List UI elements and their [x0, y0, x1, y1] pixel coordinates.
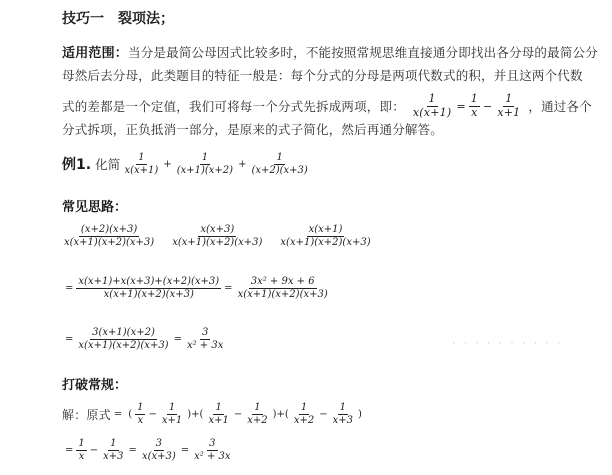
identity-term-1: $\frac{1}{x}$ [470, 91, 478, 119]
example-expression: $\frac{1}{x(x+1)}$ + $\frac{1}{(x+1)(x+2)}$ + $\frac{1}{(x+2)(x+3)}$ [124, 152, 308, 176]
scope-label: 适用范围： [62, 46, 129, 61]
sol-g3a: $\frac{1}{x+2}$ [293, 402, 315, 426]
sol-g1a: $\frac{1}{x}$ [137, 402, 144, 426]
sol-g1b: $\frac{1}{x+1}$ [161, 402, 183, 426]
sol2-b: $\frac{1}{x+3}$ [103, 438, 124, 462]
section-title: 技巧一 裂项法； [62, 11, 174, 27]
sol2-c: $\frac{3}{x(x+3)}$ [141, 438, 176, 462]
scope-line-2: 母然后去分母，此类题目的特征一般是：每个分式的分母是两项代数式的积，并且这两个代数 [62, 68, 583, 83]
scope-text-1: 当分是最简公母因式比较多时，不能按照常规思维直接通分即找出各分母的最简公分 [128, 45, 598, 60]
solution-line-1: 解：原式 = ( $\frac{1}{x}$ − $\frac{1}{x+1}$ )+( $\frac{1}{x+1}$ − $\frac{1}{x+2}$ )+( $\frac{1}{x+2}$ − $\frac{1}{x+3}$ ) [62, 402, 362, 426]
scope-line-1 [62, 42, 598, 61]
sol-g2a: $\frac{1}{x+1}$ [208, 402, 229, 426]
identity-lhs: $\frac{1}{x(x+1)}$ [412, 91, 452, 119]
sol2-d: $\frac{3}{\text{x² + 3x}}$ [194, 438, 231, 462]
breakthrough-label: 打破常规： [62, 378, 128, 393]
step3-frac: $\frac{3(x+1)(x+2)}{x(x+1)(x+2)(x+3)}$ [78, 327, 169, 351]
example-label: 例1. [62, 157, 92, 173]
solution-line-2: = $\frac{1}{x}$ − $\frac{1}{x+3}$ = $\frac{3}{x(x+3)}$ = $\frac{3}{\text{x² + 3x}}$ [65, 438, 231, 462]
scope-text-3a: 式的差都是一个定值，我们可将每一个分式先拆成两项，即： [62, 99, 405, 114]
step1-frac-a: $\frac{(x+2)(x+3)}{x(x+1)(x+2)(x+3)}$ [64, 224, 155, 248]
common-step-1 [62, 224, 373, 248]
solution-label: 解：原式 [62, 407, 111, 422]
step1-frac-c: $\frac{x(x+1)}{x(x+1)(x+2)(x+3)}$ [280, 224, 371, 248]
step2-result: $\frac{\text{3x² + 9x + 6}}{x(x+1)(x+2)(x+3)}$ [237, 276, 328, 300]
example-frac-2: $\frac{1}{(x+1)(x+2)}$ [176, 152, 234, 176]
identity-formula: $\frac{1}{x(x+1)}$ = $\frac{1}{x}$ − $\frac{1}{x+1}$ [412, 91, 521, 119]
step1-frac-b: $\frac{x(x+3)}{x(x+1)(x+2)(x+3)}$ [172, 224, 263, 248]
identity-term-2: $\frac{1}{x+1}$ [497, 91, 521, 119]
example-frac-3: $\frac{1}{(x+2)(x+3)}$ [251, 152, 308, 176]
step2-frac: $\frac{x(x+1)+x(x+3)+(x+2)(x+3)}{x(x+1)(x+2)(x+3)}$ [78, 276, 220, 300]
common-label: 常见思路： [62, 200, 128, 215]
scope-text-3b: ，通过各个 [528, 99, 592, 114]
sol2-a: $\frac{1}{x}$ [78, 438, 85, 462]
sol-g2b: $\frac{1}{x+2}$ [247, 402, 268, 426]
example-frac-1: $\frac{1}{x(x+1)}$ [124, 152, 159, 176]
common-step-2: = $\frac{x(x+1)+x(x+3)+(x+2)(x+3)}{x(x+1)(x+2)(x+3)}$ = $\frac{\text{3x² + 9x + 6}}{x(x+1)(x+2)(x+3)}$ [65, 276, 328, 300]
step3-result: $\frac{3}{\text{x² + 3x}}$ [186, 327, 224, 351]
scope-line-4: 分式拆项，正负抵消一部分，是原来的式子简化，然后再通分解答。 [62, 122, 444, 137]
watermark-dots: · · · · · · · · · · [452, 336, 563, 350]
example-1 [62, 146, 310, 182]
sol-g3b: $\frac{1}{x+3}$ [332, 402, 353, 426]
example-prompt: 化简 [95, 157, 121, 172]
common-step-3: = $\frac{3(x+1)(x+2)}{x(x+1)(x+2)(x+3)}$ = $\frac{3}{\text{x² + 3x}}$ [65, 327, 224, 351]
